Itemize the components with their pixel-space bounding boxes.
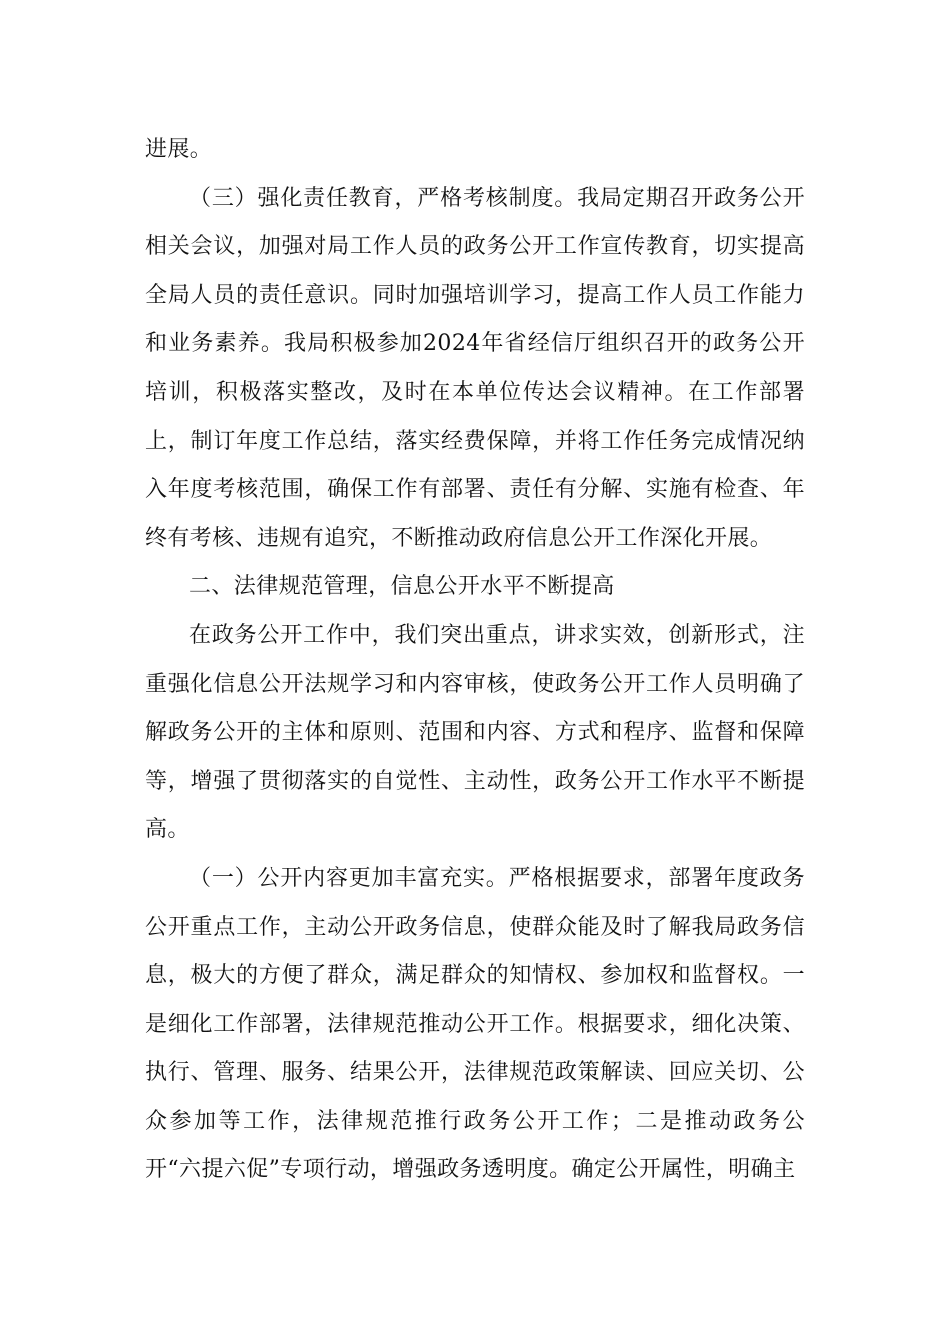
section-heading-two: 二、法律规范管理，信息公开水平不断提高 — [189, 574, 615, 600]
paragraph-continuation: 进展。 — [145, 137, 213, 162]
paragraph-section-one: （一）公开内容更加丰富充实。严格根据要求，部署年度政务公开重点工作，主动公开政务信息，使群众能及时了解我局政务信息，极大的方便了群众，满足群众的知情权、参加权和监督权。一是细化工作部署，法律规范推动公开工作。根据要求，细化决策、执行、管理、服务、结果公开，法律规范政策解读、回应关切、公众参加等工作，法律规范推行政务公开工作；二是推动政务公开“六提六促”专项行动，增强政务透明度。确定公开属性，明确主 — [145, 865, 805, 1183]
paragraph-intro: 在政务公开工作中，我们突出重点，讲求实效，创新形式，注重强化信息公开法规学习和内容审核，使政务公开工作人员明确了解政务公开的主体和原则、范围和内容、方式和程序、监督和保障等，增强了贯彻落实的自觉性、主动性，政务公开工作水平不断提高。 — [145, 622, 805, 843]
paragraph-section-three: （三）强化责任教育，严格考核制度。我局定期召开政务公开相关会议，加强对局工作人员的政务公开工作宣传教育，切实提高全局人员的责任意识。同时加强培训学习，提高工作人员工作能力和业务素养。我局积极参加2024年省经信厅组织召开的政务公开培训，积极落实整改，及时在本单位传达会议精神。在工作部署上，制订年度工作总结，落实经费保障，并将工作任务完成情况纳入年度考核范围，确保工作有部署、责任有分解、实施有检查、年终有考核、违规有追究，不断推动政府信息公开工作深化开展。 — [145, 185, 805, 551]
document-page — [145, 126, 805, 1195]
